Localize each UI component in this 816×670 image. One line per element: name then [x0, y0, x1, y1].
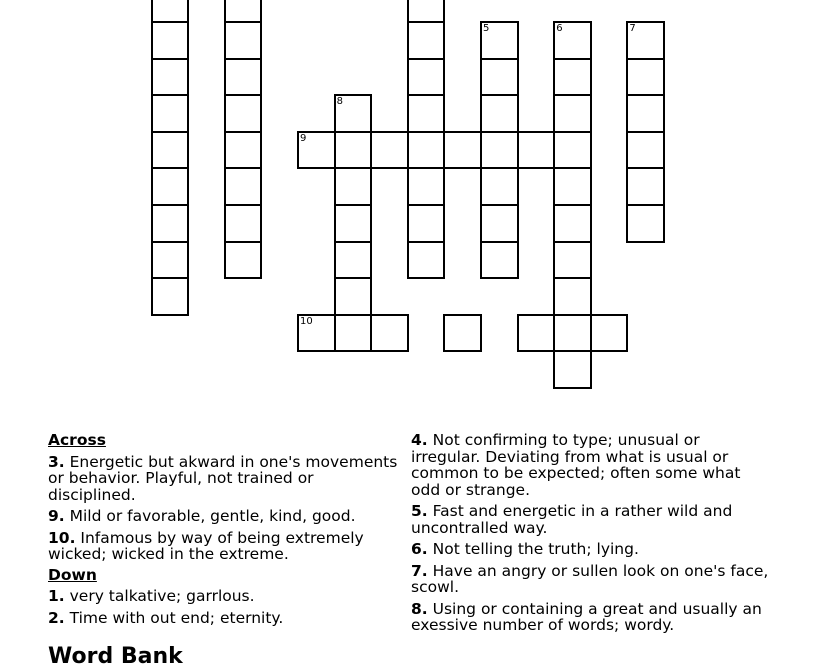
grid-cell[interactable]: [334, 94, 373, 133]
grid-cell[interactable]: [553, 167, 592, 206]
grid-cell[interactable]: [334, 131, 373, 170]
grid-cell[interactable]: [553, 277, 592, 316]
grid-cell[interactable]: [224, 94, 263, 133]
word-bank-heading: Word Bank: [48, 644, 183, 669]
grid-cell[interactable]: [370, 314, 409, 353]
grid-cell[interactable]: [553, 58, 592, 97]
clue-down-5: [411, 503, 771, 536]
cell-number: 6: [556, 23, 563, 34]
down-heading: Down: [48, 565, 97, 584]
grid-cell[interactable]: [553, 314, 592, 353]
cell-number: 7: [629, 23, 636, 34]
grid-cell[interactable]: [370, 131, 409, 170]
grid-cell[interactable]: [224, 204, 263, 243]
cell-number: 5: [483, 23, 490, 34]
grid-cell[interactable]: [334, 204, 373, 243]
clue-number: 10.: [48, 528, 76, 547]
grid-cell[interactable]: [407, 94, 446, 133]
grid-cell[interactable]: [553, 241, 592, 280]
grid-cell[interactable]: [626, 21, 665, 60]
grid-cell[interactable]: [224, 167, 263, 206]
clue-text: Mild or favorable, gentle, kind, good.: [69, 507, 356, 525]
grid-cell[interactable]: [151, 167, 190, 206]
grid-cell[interactable]: [480, 94, 519, 133]
clue-text: very talkative; garrlous.: [69, 587, 255, 605]
clue-number: 7.: [411, 561, 428, 580]
clue-down-6: [411, 541, 771, 558]
grid-cell[interactable]: [553, 350, 592, 389]
grid-cell[interactable]: [151, 204, 190, 243]
grid-cell[interactable]: [407, 131, 446, 170]
grid-cell[interactable]: [443, 131, 482, 170]
clue-text: Not telling the truth; lying.: [432, 540, 639, 558]
grid-cell[interactable]: [517, 314, 556, 353]
clue-down-1: [48, 588, 403, 605]
grid-cell[interactable]: [151, 58, 190, 97]
grid-cell[interactable]: [626, 58, 665, 97]
clue-number: 9.: [48, 507, 65, 525]
clue-text: Time with out end; eternity.: [69, 608, 284, 627]
grid-cell[interactable]: [553, 131, 592, 170]
clue-number: 8.: [411, 599, 428, 618]
clue-number: 4.: [411, 431, 428, 449]
grid-cell[interactable]: [626, 167, 665, 206]
across-heading: Across: [48, 431, 106, 449]
grid-cell[interactable]: [151, 94, 190, 133]
clue-text: Not confirming to type; unusual or irregular. Deviating from what is usual or common to be expected; often some what odd or strange.: [411, 431, 741, 499]
grid-cell[interactable]: [626, 131, 665, 170]
grid-cell[interactable]: [626, 94, 665, 133]
clue-text: Infamous by way of being extremely wicked; wicked in the extreme.: [48, 528, 364, 563]
down-clue-list-left: [48, 588, 403, 626]
grid-cell[interactable]: [480, 204, 519, 243]
clue-text: Fast and energetic in a rather wild and uncontralled way.: [411, 502, 733, 537]
grid-cell[interactable]: [407, 58, 446, 97]
grid-cell[interactable]: [224, 241, 263, 280]
cell-number: 9: [300, 132, 307, 144]
clue-number: 6.: [411, 540, 428, 558]
grid-cell[interactable]: [224, 0, 263, 23]
clue-number: 1.: [48, 587, 65, 605]
grid-cell[interactable]: [334, 241, 373, 280]
grid-cell[interactable]: [151, 21, 190, 60]
clue-text: Using or containing a great and usually an exessive number of words; wordy.: [411, 599, 762, 634]
grid-cell[interactable]: [407, 241, 446, 280]
grid-cell[interactable]: [553, 204, 592, 243]
grid-cell[interactable]: [297, 314, 336, 353]
grid-cell[interactable]: [297, 131, 336, 170]
clue-text: Energetic but akward in one's movements or behavior. Playful, not trained or disciplined.: [48, 452, 398, 504]
grid-cell[interactable]: [480, 131, 519, 170]
grid-cell[interactable]: [480, 167, 519, 206]
clue-down-4: [411, 432, 771, 498]
grid-cell[interactable]: [590, 314, 629, 353]
clues-right-column: [411, 432, 771, 639]
grid-cell[interactable]: [407, 21, 446, 60]
grid-cell[interactable]: [151, 131, 190, 170]
grid-cell[interactable]: [553, 94, 592, 133]
grid-cell[interactable]: [224, 21, 263, 60]
cell-number: 8: [336, 96, 343, 108]
grid-cell[interactable]: [480, 241, 519, 280]
across-clue-list: [48, 454, 403, 563]
grid-cell[interactable]: [407, 0, 446, 23]
clue-number: 5.: [411, 502, 428, 520]
clue-number: 2.: [48, 608, 65, 627]
grid-cell[interactable]: [443, 314, 482, 353]
grid-cell[interactable]: [224, 58, 263, 97]
clue-down-8: [411, 601, 771, 634]
grid-cell[interactable]: [407, 204, 446, 243]
clue-across-9: [48, 508, 403, 525]
clue-down-7: [411, 563, 771, 596]
clue-across-3: [48, 454, 403, 504]
clue-number: 3.: [48, 452, 65, 471]
grid-cell[interactable]: [334, 314, 373, 353]
grid-cell[interactable]: [480, 58, 519, 97]
grid-cell[interactable]: [553, 21, 592, 60]
clue-text: Have an angry or sullen look on one's face, scowl.: [411, 561, 769, 596]
grid-cell[interactable]: [407, 167, 446, 206]
grid-cell[interactable]: [151, 277, 190, 316]
grid-cell[interactable]: [151, 0, 190, 23]
grid-cell[interactable]: [334, 167, 373, 206]
grid-cell[interactable]: [626, 204, 665, 243]
cell-number: 10: [300, 315, 313, 327]
clue-across-10: [48, 530, 403, 563]
grid-cell[interactable]: [151, 241, 190, 280]
clue-down-2: [48, 610, 403, 627]
clues-left-column: [48, 432, 403, 631]
grid-cell[interactable]: [517, 131, 556, 170]
grid-cell[interactable]: [224, 131, 263, 170]
grid-cell[interactable]: [334, 277, 373, 316]
grid-cell[interactable]: [480, 21, 519, 60]
